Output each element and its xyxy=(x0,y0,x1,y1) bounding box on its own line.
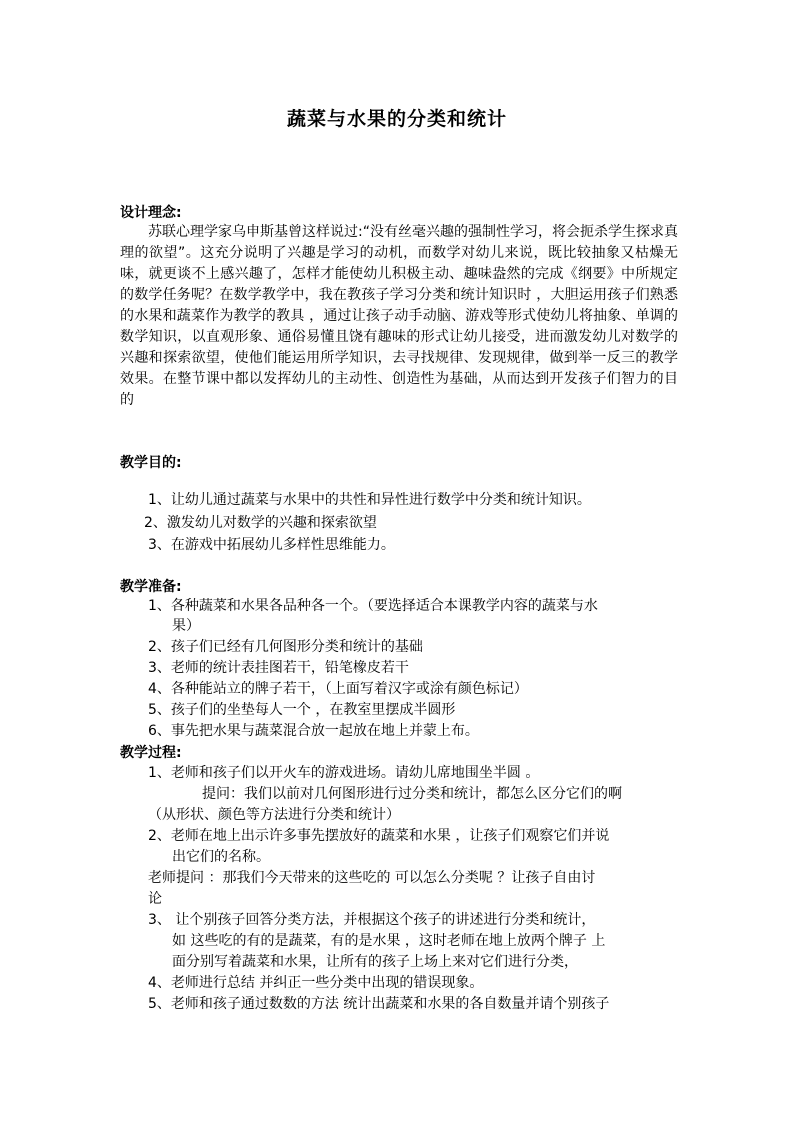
goal-item-1: 1、让幼儿通过蔬菜与水果中的共性和异性进行数学中分类和统计知识。 xyxy=(148,492,591,508)
process-line-2: 提问：我们以前对几何图形进行过分类和统计，都怎么区分它们的啊 xyxy=(202,786,622,802)
prep-line-2: 2、孩子们已经有几何图形分类和统计的基础 xyxy=(148,639,423,655)
process-line-11: 4、老师进行总结 并纠正一些分类中出现的错误现象。 xyxy=(148,975,484,991)
process-line-8: 3、 让个别孩子回答分类方法，并根据这个孩子的讲述进行分类和统计， xyxy=(148,912,596,928)
prep-line-5: 5、孩子们的坐垫每人一个 ，在教室里摆成半圆形 xyxy=(148,702,456,718)
process-line-5: 出它们的名称。 xyxy=(172,849,270,865)
process-line-3: （从形状、颜色等方法进行分类和统计） xyxy=(148,807,400,823)
process-line-1: 1、老师和孩子们以开火车的游戏进场。请幼儿席地围坐半圆 。 xyxy=(148,765,540,781)
goal-item-3: 3、在游戏中拓展幼儿多样性思维能力。 xyxy=(148,537,395,553)
prep-line-1-cont: 果） xyxy=(172,618,200,634)
goals-heading: 教学目的: xyxy=(120,455,182,471)
process-line-10: 面分别写着蔬菜和水果，让所有的孩子上场上来对它们进行分类， xyxy=(172,954,578,970)
prep-line-4: 4、各种能站立的牌子若干，（上面写着汉字或涂有颜色标记） xyxy=(148,681,528,697)
process-heading: 教学过程: xyxy=(120,745,182,761)
process-line-9: 如 这些吃的有的是蔬菜，有的是水果 ，这时老师在地上放两个牌子 上 xyxy=(172,933,606,949)
document-title: 蔬菜与水果的分类和统计 xyxy=(286,108,507,130)
process-line-4: 2、老师在地上出示许多事先摆放好的蔬菜和水果 ，让孩子们观察它们并说 xyxy=(148,828,610,844)
process-line-7: 论 xyxy=(148,891,162,907)
prep-line-6: 6、事先把水果与蔬菜混合放一起放在地上并蒙上布。 xyxy=(148,723,479,739)
process-line-6: 老师提问 ：那我们今天带来的这些吃的 可以怎么分类呢 ？让孩子自由讨 xyxy=(148,870,596,886)
process-line-12: 5、老师和孩子通过数数的方法 统计出蔬菜和水果的各自数量并请个别孩子 xyxy=(148,996,610,1012)
prep-line-1: 1、各种蔬菜和水果各品种各一个。（要选择适合本课教学内容的蔬菜与水 xyxy=(148,598,598,614)
preparation-heading: 教学准备: xyxy=(120,579,182,595)
concept-paragraph: 苏联心理学家乌申斯基曾这样说过:“没有丝毫兴趣的强制性学习，将会扼杀学生探求真理的欲望”。这充分说明了兴趣是学习的动机，而数学对幼儿来说，既比较抽象又枯燥无味，就更谈不上感兴趣了，怎样才能使幼儿积极主动、趣味盎然的完成《纲要》中所规定的数学任务呢？在数学教学中，我在教孩子学习分类和统计知识时 ，大胆运用孩子们熟悉的水果和蔬菜作为教学的教具 ，通过让孩子动手动脑、游戏等形式使幼儿将抽象、单调的数学知识，以直观形象、通俗易懂且饶有趣味的形式让幼儿接受，进而激发幼儿对数学的兴趣和探索欲望，使他们能运用所学知识，去寻找规律、发现规律，做到举一反三的教学效果。在整节课中都以发挥幼儿的主动性、创造性为基础，从而达到开发孩子们智力的目的 xyxy=(120,224,678,408)
prep-line-3: 3、老师的统计表挂图若干，铅笔橡皮若干 xyxy=(148,660,409,676)
goal-item-2: 2、激发幼儿对数学的兴趣和探索欲望 xyxy=(144,515,377,531)
concept-heading: 设计理念: xyxy=(120,205,182,221)
